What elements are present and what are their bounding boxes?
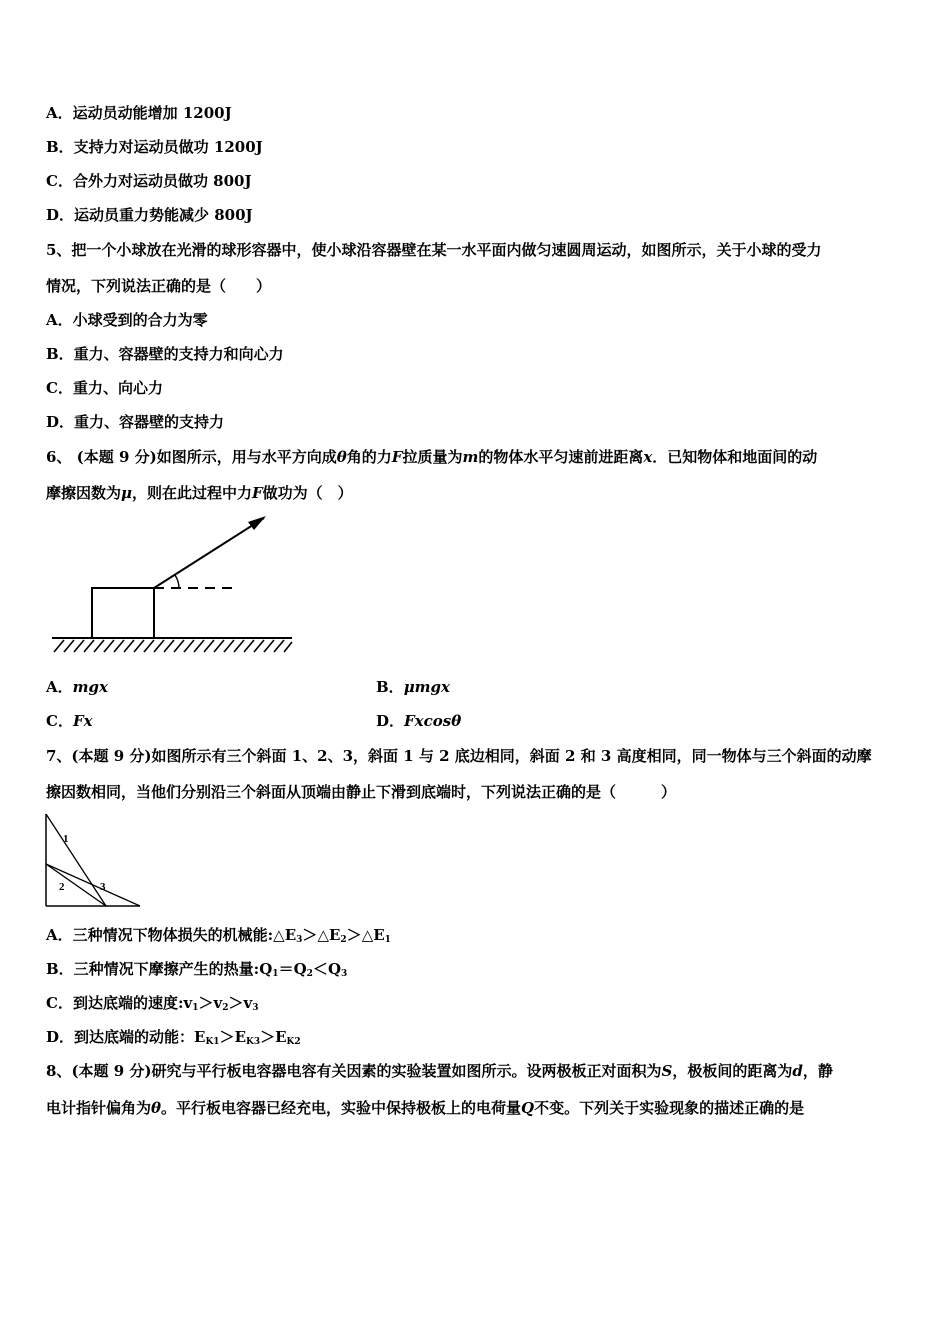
q6-force-diagram bbox=[40, 510, 300, 660]
q7-stem-line2: 擦因数相同，当他们分别沿三个斜面从顶端由静止下滑到底端时，下列说法正确的是（ ） bbox=[46, 783, 677, 801]
q7-option-a: A．三种情况下物体损失的机械能$:\triangle E_3>\triangle E_2>\triangle E_1$ bbox=[46, 926, 391, 945]
q4-option-c: C．合外力对运动员做功 800J bbox=[46, 172, 252, 190]
q5-option-c: C．重力、向心力 bbox=[46, 379, 163, 397]
q4-option-b: B．支持力对运动员做功 1200J bbox=[46, 138, 263, 156]
incline-label-2: 2 bbox=[59, 881, 65, 893]
q6-option-b: B．μmgx bbox=[376, 678, 450, 696]
q6-option-a: A．mgx bbox=[46, 678, 108, 696]
q6-option-d: D．Fxcosθ bbox=[376, 712, 462, 730]
q5-option-a: A．小球受到的合力为零 bbox=[46, 311, 208, 329]
q8-stem-line1: 8、(本题 9 分)研究与平行板电容器电容有关因素的实验装置如图所示。设两极板正对面积为S，极板间的距离为d，静 bbox=[46, 1062, 833, 1080]
q7-incline-diagram bbox=[44, 812, 144, 910]
q5-option-d: D．重力、容器壁的支持力 bbox=[46, 413, 225, 431]
q6-stem-line2: 摩擦因数为μ，则在此过程中力F做功为（ ） bbox=[46, 484, 353, 502]
incline-label-3: 3 bbox=[100, 881, 106, 893]
q7-option-b: B．三种情况下摩擦产生的热量$:Q_1=Q_2<Q_3$ bbox=[46, 960, 348, 979]
q7-option-c: C．到达底端的速度$:v_1>v_2>v_3$ bbox=[46, 994, 259, 1013]
q6-option-c: C．Fx bbox=[46, 712, 93, 730]
q5-stem-line2: 情况，下列说法正确的是（ ） bbox=[46, 277, 272, 295]
q5-option-b: B．重力、容器壁的支持力和向心力 bbox=[46, 345, 284, 363]
q6-stem-line1: 6、 (本题 9 分)如图所示，用与水平方向成θ角的力F拉质量为m的物体水平匀速前进距离x．已知物体和地面间的动 bbox=[46, 448, 818, 466]
q5-stem-line1: 5、把一个小球放在光滑的球形容器中，使小球沿容器壁在某一水平面内做匀速圆周运动，如图所示，关于小球的受力 bbox=[46, 241, 822, 259]
incline-label-1: 1 bbox=[63, 833, 69, 845]
q4-option-a: A．运动员动能增加 1200J bbox=[46, 104, 232, 122]
q7-option-d: D．到达底端的动能：$E_{K1}>E_{K3}>E_{K2}$ bbox=[46, 1028, 301, 1047]
q4-option-d: D．运动员重力势能减少 800J bbox=[46, 206, 253, 224]
q7-stem-line1: 7、(本题 9 分)如图所示有三个斜面 1、2、3，斜面 1 与 2 底边相同，斜面 2 和 3 高度相同，同一物体与三个斜面的动摩 bbox=[46, 747, 872, 765]
q8-stem-line2: 电计指针偏角为θ。平行板电容器已经充电，实验中保持极板上的电荷量Q不变。下列关于实验现象的描述正确的是 bbox=[46, 1099, 805, 1117]
